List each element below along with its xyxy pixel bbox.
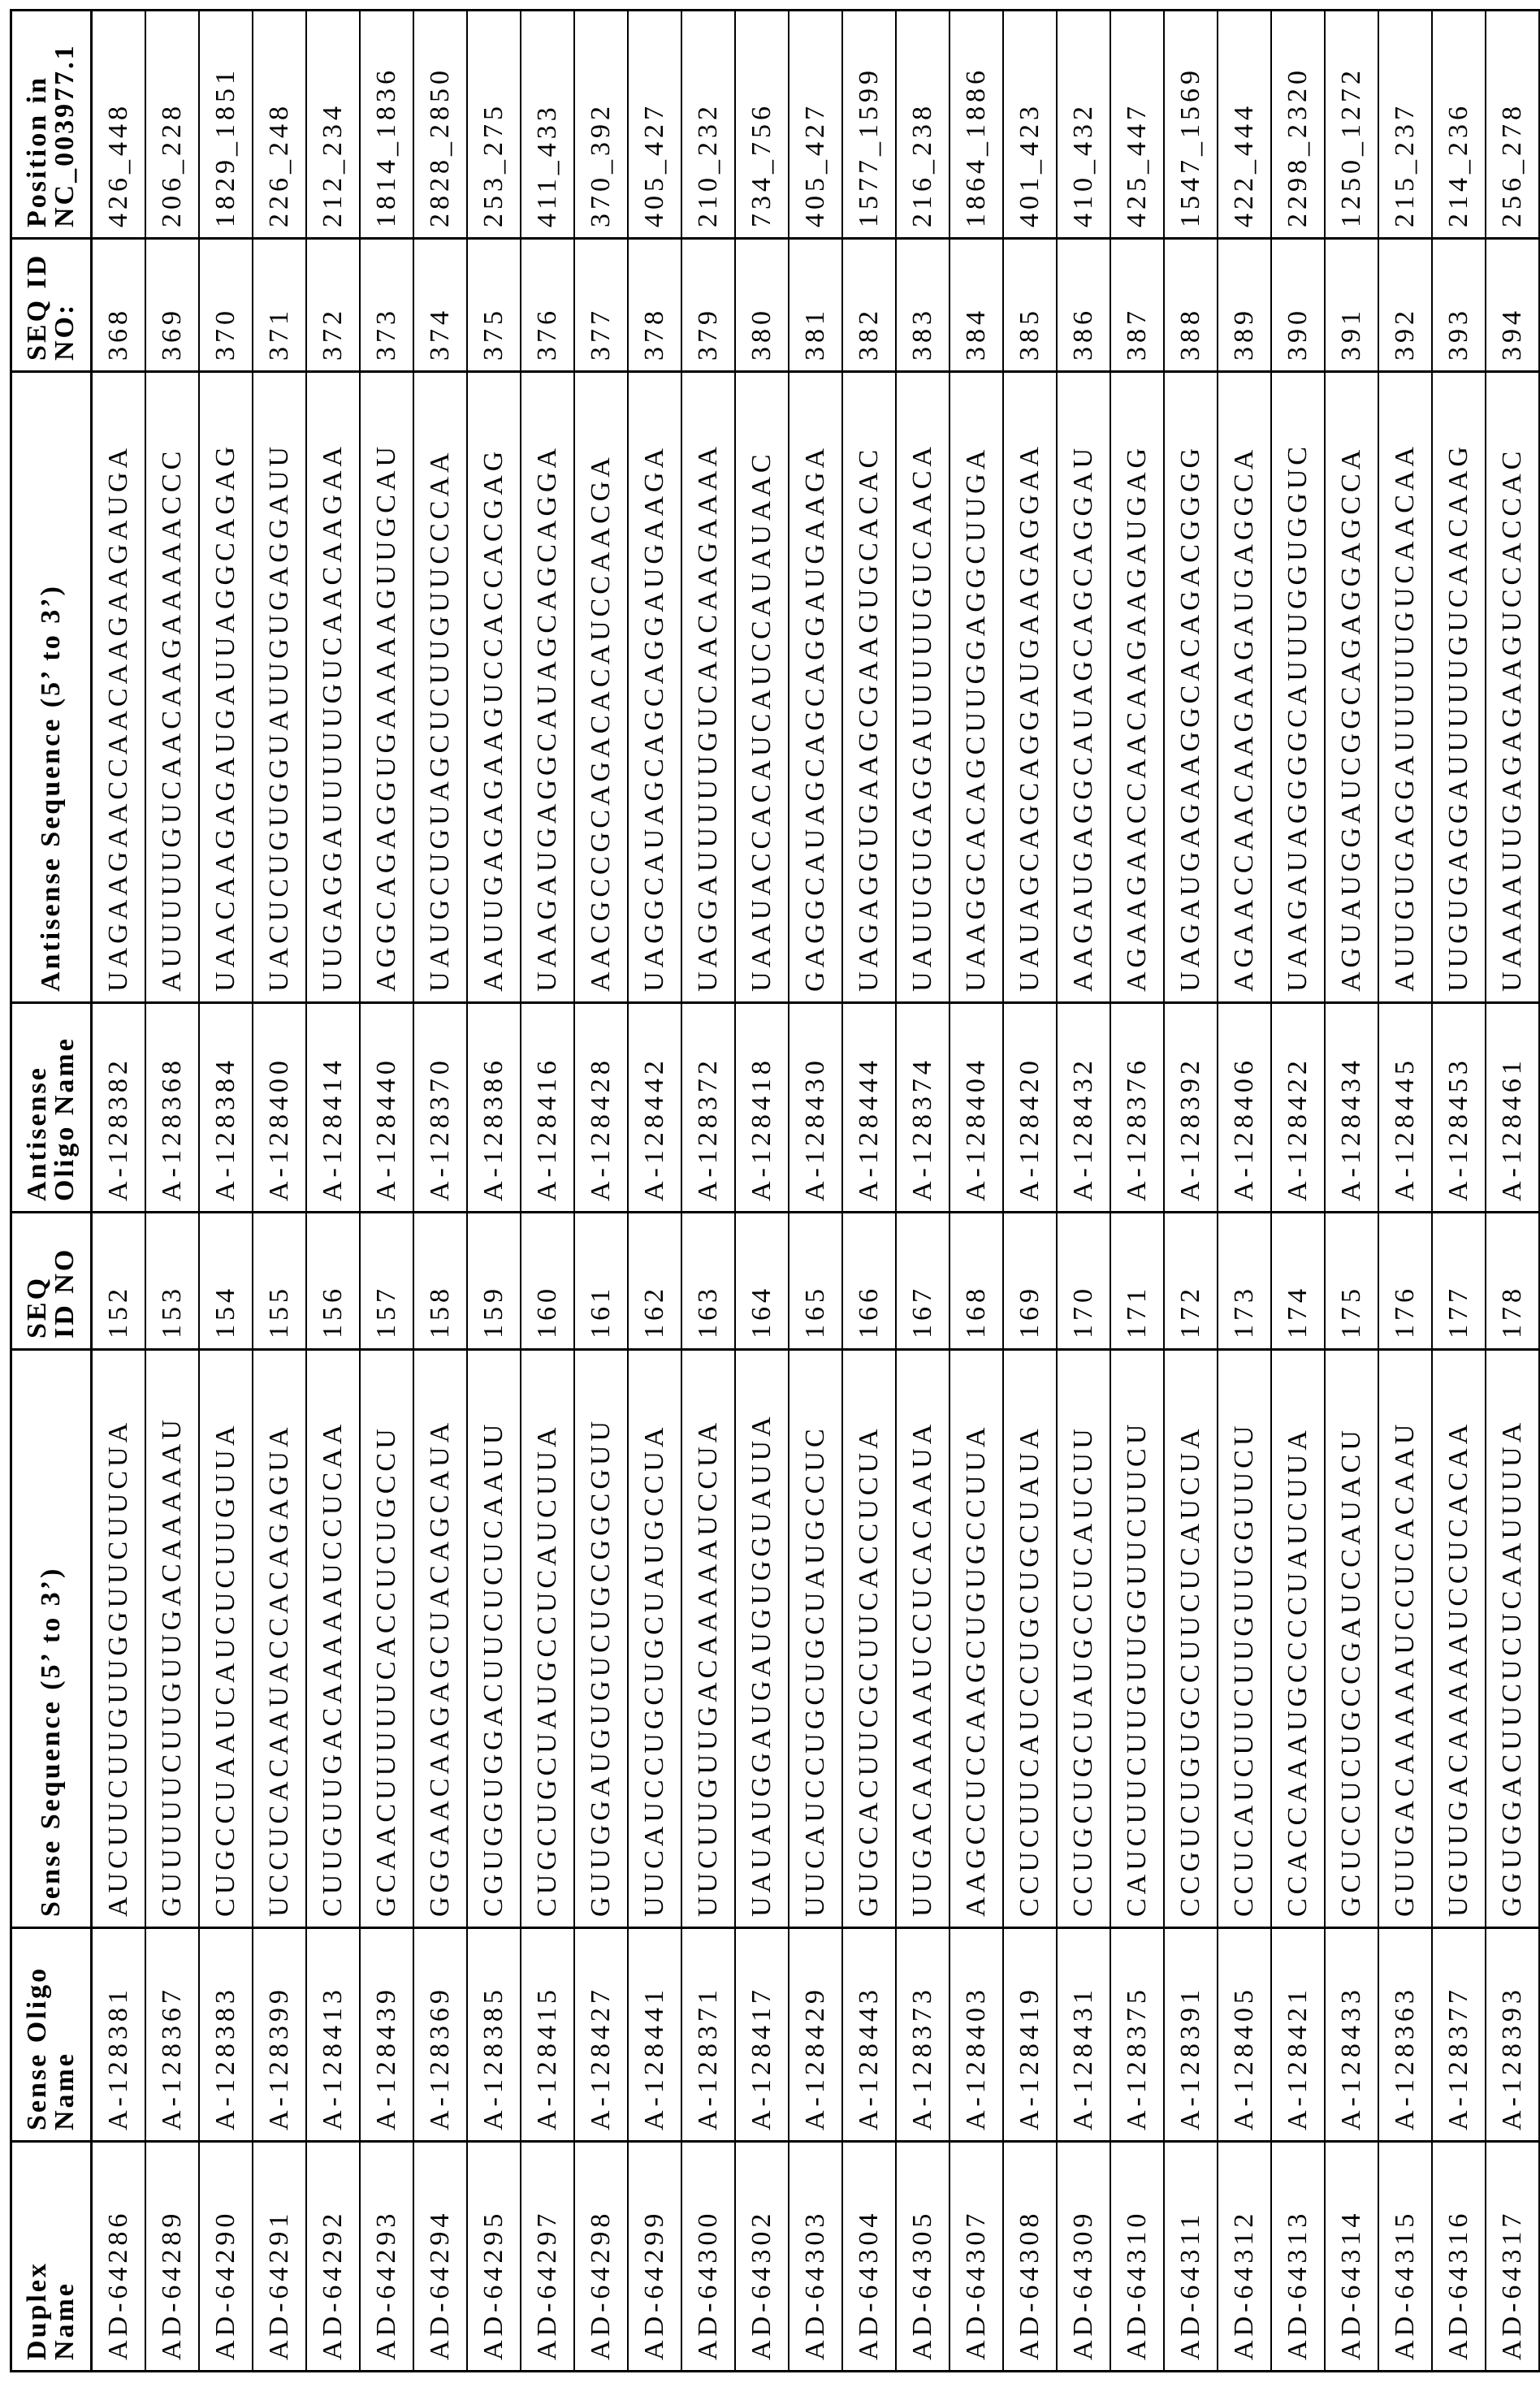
- cell-antisense-oligo-name: A-128400: [253, 1003, 306, 1213]
- cell-duplex-name: AD-64308: [1003, 2142, 1057, 2372]
- cell-antisense-oligo-name: A-128392: [1164, 1003, 1218, 1213]
- cell-antisense-oligo-name: A-128434: [1325, 1003, 1378, 1213]
- cell-sense-oligo-name: A-128391: [1164, 1928, 1218, 2142]
- cell-sense-oligo-name: A-128403: [950, 1928, 1003, 2142]
- cell-antisense-seq-id: 369: [145, 239, 199, 372]
- cell-sense-oligo-name: A-128431: [1057, 1928, 1110, 2142]
- cell-sense-sequence: CCUCAUCUUCUUGUUGGUUCU: [1218, 1350, 1271, 1928]
- cell-sense-seq-id: 160: [521, 1213, 574, 1350]
- cell-antisense-sequence: UAUAGCAGCAGGAUGAAGAGGAA: [1003, 372, 1057, 1003]
- cell-duplex-name: AD-64310: [1110, 2142, 1164, 2372]
- table-row: [574, 11, 628, 2372]
- cell-sense-oligo-name: A-128427: [574, 1928, 628, 2142]
- cell-antisense-sequence: AGGCAGAGGUGAAAAAGUUGCAU: [360, 372, 413, 1003]
- table-row: [145, 11, 199, 2372]
- cell-antisense-sequence: AUUUUUGUCAACAAGAAAAACCC: [145, 372, 199, 1003]
- cell-sense-sequence: UCCUCACAAUACCACAGAGUA: [253, 1350, 306, 1928]
- cell-sense-sequence: GGUGGACUUCUCUCAAUUUUA: [1486, 1350, 1539, 1928]
- cell-antisense-seq-id: 377: [574, 239, 628, 372]
- cell-antisense-sequence: UAAAAUUGAGAGAAGUCCACCAC: [1486, 372, 1539, 1003]
- cell-antisense-oligo-name: A-128368: [145, 1003, 199, 1213]
- cell-sense-sequence: GUUGACAAAAAUCCUCACAAU: [1378, 1350, 1432, 1928]
- cell-sense-seq-id: 166: [842, 1213, 896, 1350]
- cell-sense-seq-id: 153: [145, 1213, 199, 1350]
- cell-position: 1829_1851: [199, 11, 253, 239]
- cell-position: 215_237: [1378, 11, 1432, 239]
- table-row: [1003, 11, 1057, 2372]
- cell-antisense-sequence: UAGAAGAACCAACAAGAAGAUGA: [92, 372, 146, 1003]
- table-row: [253, 11, 306, 2372]
- cell-antisense-oligo-name: A-128440: [360, 1003, 413, 1213]
- rotated-table-page: [10, 11, 1511, 2372]
- cell-sense-oligo-name: A-128439: [360, 1928, 413, 2142]
- cell-sense-oligo-name: A-128415: [521, 1928, 574, 2142]
- cell-antisense-seq-id: 372: [306, 239, 360, 372]
- cell-sense-seq-id: 175: [1325, 1213, 1378, 1350]
- header-line: Antisense Sequence (5’ to 3’): [37, 373, 65, 992]
- cell-antisense-sequence: UAAGGCACAGCUUGGAGGCUUGA: [950, 372, 1003, 1003]
- cell-position: 2828_2850: [413, 11, 467, 239]
- duplex-sequence-table: [10, 9, 1540, 2372]
- cell-antisense-sequence: AGUAUGGAUCGGCAGAGGAGCCA: [1325, 372, 1378, 1003]
- table-row: [1432, 11, 1486, 2372]
- cell-sense-seq-id: 168: [950, 1213, 1003, 1350]
- cell-antisense-sequence: AGAAGAACCAACAAGAAGAUGAG: [1110, 372, 1164, 1003]
- cell-sense-seq-id: 162: [628, 1213, 681, 1350]
- cell-position: 422_444: [1218, 11, 1271, 239]
- table-row: [1325, 11, 1378, 2372]
- cell-sense-sequence: CUGCUGCUAUGCCUCAUCUUA: [521, 1350, 574, 1928]
- cell-position: 1864_1886: [950, 11, 1003, 239]
- cell-sense-seq-id: 154: [199, 1213, 253, 1350]
- cell-sense-oligo-name: A-128373: [896, 1928, 950, 2142]
- cell-sense-seq-id: 157: [360, 1213, 413, 1350]
- table-row: [896, 11, 950, 2372]
- cell-sense-seq-id: 174: [1271, 1213, 1325, 1350]
- cell-antisense-sequence: AAGAUGAGGCAUAGCAGCAGGAU: [1057, 372, 1110, 1003]
- cell-sense-sequence: GCUCCUCUGCCGAUCCAUACU: [1325, 1350, 1378, 1928]
- header-antisense-oligo-name: [11, 1003, 92, 1213]
- cell-antisense-oligo-name: A-128370: [413, 1003, 467, 1213]
- cell-position: 370_392: [574, 11, 628, 239]
- header-line: Name: [51, 2143, 79, 2360]
- cell-sense-oligo-name: A-128419: [1003, 1928, 1057, 2142]
- cell-sense-sequence: GUUUUUCUUGUUGACAAAAAU: [145, 1350, 199, 1928]
- cell-sense-oligo-name: A-128399: [253, 1928, 306, 2142]
- header-line: Duplex: [24, 2143, 51, 2360]
- cell-duplex-name: AD-64316: [1432, 2142, 1486, 2372]
- header-antisense-seq-id: [11, 239, 92, 372]
- cell-antisense-oligo-name: A-128416: [521, 1003, 574, 1213]
- cell-sense-oligo-name: A-128429: [789, 1928, 842, 2142]
- cell-sense-seq-id: 170: [1057, 1213, 1110, 1350]
- cell-sense-sequence: CCGUCUGUGCCUUCUCAUCUA: [1164, 1350, 1218, 1928]
- header-line: NO:: [51, 240, 79, 361]
- cell-sense-seq-id: 167: [896, 1213, 950, 1350]
- cell-sense-oligo-name: A-128413: [306, 1928, 360, 2142]
- header-line: NC_003977.1: [51, 11, 79, 227]
- cell-antisense-oligo-name: A-128422: [1271, 1003, 1325, 1213]
- cell-duplex-name: AD-64317: [1486, 2142, 1539, 2372]
- cell-sense-seq-id: 172: [1164, 1213, 1218, 1350]
- table-row: [735, 11, 789, 2372]
- cell-position: 1814_1836: [360, 11, 413, 239]
- cell-sense-seq-id: 158: [413, 1213, 467, 1350]
- table-row: [1057, 11, 1110, 2372]
- cell-position: 256_278: [1486, 11, 1539, 239]
- cell-sense-sequence: AAGCCUCCAAGCUGUGCCUUA: [950, 1350, 1003, 1928]
- header-line: ID NO: [51, 1213, 79, 1339]
- cell-position: 2298_2320: [1271, 11, 1325, 239]
- cell-sense-oligo-name: A-128369: [413, 1928, 467, 2142]
- cell-antisense-oligo-name: A-128428: [574, 1003, 628, 1213]
- cell-sense-seq-id: 161: [574, 1213, 628, 1350]
- cell-duplex-name: AD-64303: [789, 2142, 842, 2372]
- header-line: Position in: [24, 11, 51, 227]
- table-row: [628, 11, 681, 2372]
- cell-antisense-sequence: UAGGCAUAGCAGCAGGAUGAAGA: [628, 372, 681, 1003]
- cell-antisense-oligo-name: A-128432: [1057, 1003, 1110, 1213]
- cell-antisense-seq-id: 393: [1432, 239, 1486, 372]
- cell-sense-sequence: CAUCUUCUUGUUGGUUCUUCU: [1110, 1350, 1164, 1928]
- cell-sense-seq-id: 164: [735, 1213, 789, 1350]
- cell-duplex-name: AD-64311: [1164, 2142, 1218, 2372]
- cell-sense-sequence: CCACCAAAUGCCCCUAUCUUA: [1271, 1350, 1325, 1928]
- cell-antisense-seq-id: 394: [1486, 239, 1539, 372]
- cell-sense-seq-id: 178: [1486, 1213, 1539, 1350]
- header-line: SEQ: [24, 1213, 51, 1339]
- cell-duplex-name: AD-64294: [413, 2142, 467, 2372]
- cell-antisense-oligo-name: A-128382: [92, 1003, 146, 1213]
- cell-position: 411_433: [521, 11, 574, 239]
- cell-sense-sequence: UUCUUGUUGACAAAAAUCCUA: [681, 1350, 735, 1928]
- cell-sense-sequence: UUGACAAAAAUCCUCACAAUA: [896, 1350, 950, 1928]
- cell-antisense-seq-id: 381: [789, 239, 842, 372]
- table-row: [1218, 11, 1271, 2372]
- cell-duplex-name: AD-64309: [1057, 2142, 1110, 2372]
- cell-antisense-sequence: GAGGCAUAGCAGCAGGAUGAAGA: [789, 372, 842, 1003]
- cell-antisense-seq-id: 368: [92, 239, 146, 372]
- cell-antisense-seq-id: 380: [735, 239, 789, 372]
- cell-antisense-oligo-name: A-128453: [1432, 1003, 1486, 1213]
- cell-antisense-sequence: UAGAUGAGAAGGCACAGACGGGG: [1164, 372, 1218, 1003]
- cell-duplex-name: AD-64304: [842, 2142, 896, 2372]
- cell-duplex-name: AD-64292: [306, 2142, 360, 2372]
- cell-sense-seq-id: 173: [1218, 1213, 1271, 1350]
- cell-antisense-seq-id: 382: [842, 239, 896, 372]
- table-row: [467, 11, 521, 2372]
- cell-sense-sequence: UUCAUCCUGCUGCUAUGCCUA: [628, 1350, 681, 1928]
- cell-antisense-seq-id: 371: [253, 239, 306, 372]
- cell-duplex-name: AD-64315: [1378, 2142, 1432, 2372]
- cell-antisense-oligo-name: A-128406: [1218, 1003, 1271, 1213]
- cell-antisense-seq-id: 388: [1164, 239, 1218, 372]
- cell-sense-oligo-name: A-128441: [628, 1928, 681, 2142]
- cell-duplex-name: AD-64314: [1325, 2142, 1378, 2372]
- cell-position: 425_447: [1110, 11, 1164, 239]
- cell-antisense-sequence: AUUGUGAGGAUUUUUGUCAACAA: [1378, 372, 1432, 1003]
- header-sense-oligo-name: [11, 1928, 92, 2142]
- cell-sense-sequence: GGGAACAAGAGCUACAGCAUA: [413, 1350, 467, 1928]
- cell-antisense-seq-id: 389: [1218, 239, 1271, 372]
- table-row: [681, 11, 735, 2372]
- cell-duplex-name: AD-64298: [574, 2142, 628, 2372]
- cell-antisense-sequence: UAGGAUUUUUGUCAACAAGAAAA: [681, 372, 735, 1003]
- cell-position: 401_423: [1003, 11, 1057, 239]
- cell-duplex-name: AD-64302: [735, 2142, 789, 2372]
- cell-antisense-oligo-name: A-128372: [681, 1003, 735, 1213]
- cell-antisense-seq-id: 379: [681, 239, 735, 372]
- cell-position: 253_275: [467, 11, 521, 239]
- cell-duplex-name: AD-64289: [145, 2142, 199, 2372]
- cell-position: 226_248: [253, 11, 306, 239]
- cell-antisense-seq-id: 376: [521, 239, 574, 372]
- cell-antisense-sequence: UUGAGGAUUUUUGUCAACAAGAA: [306, 372, 360, 1003]
- cell-position: 410_432: [1057, 11, 1110, 239]
- cell-sense-sequence: CCUGCUGCUAUGCCUCAUCUU: [1057, 1350, 1110, 1928]
- cell-sense-seq-id: 177: [1432, 1213, 1486, 1350]
- cell-antisense-seq-id: 392: [1378, 239, 1432, 372]
- cell-sense-seq-id: 155: [253, 1213, 306, 1350]
- cell-position: 426_448: [92, 11, 146, 239]
- cell-sense-oligo-name: A-128375: [1110, 1928, 1164, 2142]
- cell-antisense-oligo-name: A-128418: [735, 1003, 789, 1213]
- cell-duplex-name: AD-64295: [467, 2142, 521, 2372]
- cell-position: 405_427: [789, 11, 842, 239]
- cell-antisense-oligo-name: A-128376: [1110, 1003, 1164, 1213]
- cell-antisense-seq-id: 387: [1110, 239, 1164, 372]
- cell-position: 734_756: [735, 11, 789, 239]
- cell-position: 210_232: [681, 11, 735, 239]
- cell-position: 1577_1599: [842, 11, 896, 239]
- cell-duplex-name: AD-64291: [253, 2142, 306, 2372]
- cell-antisense-sequence: AGAACCAACAAGAAGAUGAGGCA: [1218, 372, 1271, 1003]
- cell-sense-oligo-name: A-128433: [1325, 1928, 1378, 2142]
- cell-sense-seq-id: 171: [1110, 1213, 1164, 1350]
- cell-antisense-seq-id: 370: [199, 239, 253, 372]
- cell-antisense-sequence: AAUUGAGAGAAGUCCACCACGAG: [467, 372, 521, 1003]
- table-row: [789, 11, 842, 2372]
- cell-antisense-oligo-name: A-128444: [842, 1003, 896, 1213]
- cell-position: 1547_1569: [1164, 11, 1218, 239]
- cell-duplex-name: AD-64286: [92, 2142, 146, 2372]
- cell-antisense-seq-id: 374: [413, 239, 467, 372]
- cell-antisense-sequence: AACGCCGCAGACACAUCCAACGA: [574, 372, 628, 1003]
- header-line: SEQ ID: [24, 240, 51, 361]
- table-row: [1486, 11, 1539, 2372]
- cell-antisense-oligo-name: A-128414: [306, 1003, 360, 1213]
- cell-duplex-name: AD-64305: [896, 2142, 950, 2372]
- header-line: Sense Sequence (5’ to 3’): [37, 1351, 65, 1917]
- cell-position: 405_427: [628, 11, 681, 239]
- cell-antisense-seq-id: 386: [1057, 239, 1110, 372]
- cell-sense-oligo-name: A-128385: [467, 1928, 521, 2142]
- cell-antisense-oligo-name: A-128442: [628, 1003, 681, 1213]
- cell-position: 1250_1272: [1325, 11, 1378, 239]
- cell-duplex-name: AD-64307: [950, 2142, 1003, 2372]
- cell-antisense-sequence: UAUUGUGAGGAUUUUUGUCAACA: [896, 372, 950, 1003]
- cell-position: 216_238: [896, 11, 950, 239]
- cell-sense-sequence: UAUAUGGAUGAUGUGGUAUUA: [735, 1350, 789, 1928]
- table-row: [521, 11, 574, 2372]
- cell-antisense-seq-id: 391: [1325, 239, 1378, 372]
- cell-antisense-oligo-name: A-128404: [950, 1003, 1003, 1213]
- table-row: [306, 11, 360, 2372]
- cell-antisense-sequence: UAAGAUGAGGCAUAGCAGCAGGA: [521, 372, 574, 1003]
- table-row: [842, 11, 896, 2372]
- cell-duplex-name: AD-64300: [681, 2142, 735, 2372]
- cell-antisense-seq-id: 375: [467, 239, 521, 372]
- cell-antisense-seq-id: 373: [360, 239, 413, 372]
- cell-sense-sequence: UGUUGACAAAAAUCCUCACAA: [1432, 1350, 1486, 1928]
- header-duplex-name: [11, 2142, 92, 2372]
- cell-antisense-sequence: UAUGCUGUAGCUCUUGUUCCCAA: [413, 372, 467, 1003]
- cell-antisense-seq-id: 390: [1271, 239, 1325, 372]
- cell-antisense-seq-id: 384: [950, 239, 1003, 372]
- cell-sense-sequence: CUGCCUAAUCAUCUCUUGUUA: [199, 1350, 253, 1928]
- cell-sense-seq-id: 165: [789, 1213, 842, 1350]
- header-row: [11, 11, 92, 2372]
- header-line: Sense Oligo: [24, 1929, 51, 2130]
- cell-sense-oligo-name: A-128421: [1271, 1928, 1325, 2142]
- cell-duplex-name: AD-64293: [360, 2142, 413, 2372]
- table-row: [1378, 11, 1432, 2372]
- table-row: [950, 11, 1003, 2372]
- cell-sense-seq-id: 169: [1003, 1213, 1057, 1350]
- table-row: [1110, 11, 1164, 2372]
- cell-sense-oligo-name: A-128383: [199, 1928, 253, 2142]
- cell-antisense-sequence: UACUCUGUGGUAUUGUGAGGAUU: [253, 372, 306, 1003]
- cell-sense-oligo-name: A-128367: [145, 1928, 199, 2142]
- cell-position: 212_234: [306, 11, 360, 239]
- cell-sense-sequence: CGUGGUGGACUUCUCUCAAUU: [467, 1350, 521, 1928]
- cell-sense-seq-id: 176: [1378, 1213, 1432, 1350]
- cell-position: 206_228: [145, 11, 199, 239]
- cell-duplex-name: AD-64297: [521, 2142, 574, 2372]
- cell-sense-seq-id: 163: [681, 1213, 735, 1350]
- cell-antisense-sequence: UAGAGGUGAAGCGAAGUGCACAC: [842, 372, 896, 1003]
- cell-duplex-name: AD-64299: [628, 2142, 681, 2372]
- header-line: Oligo Name: [51, 1004, 79, 1201]
- table-row: [413, 11, 467, 2372]
- cell-sense-seq-id: 159: [467, 1213, 521, 1350]
- cell-antisense-oligo-name: A-128420: [1003, 1003, 1057, 1213]
- cell-duplex-name: AD-64313: [1271, 2142, 1325, 2372]
- cell-antisense-oligo-name: A-128430: [789, 1003, 842, 1213]
- cell-antisense-seq-id: 378: [628, 239, 681, 372]
- cell-antisense-sequence: UUGUGAGGAUUUUUGUCAACAAG: [1432, 372, 1486, 1003]
- cell-sense-seq-id: 156: [306, 1213, 360, 1350]
- cell-antisense-oligo-name: A-128461: [1486, 1003, 1539, 1213]
- cell-antisense-sequence: UAACAAGAGAUGAUUAGGCAGAG: [199, 372, 253, 1003]
- cell-sense-oligo-name: A-128377: [1432, 1928, 1486, 2142]
- cell-antisense-oligo-name: A-128374: [896, 1003, 950, 1213]
- header-sense-seq-id: [11, 1213, 92, 1350]
- cell-antisense-oligo-name: A-128445: [1378, 1003, 1432, 1213]
- table-row: [1164, 11, 1218, 2372]
- header-antisense-sequence: [11, 372, 92, 1003]
- header-line: Antisense: [24, 1004, 51, 1201]
- cell-sense-oligo-name: A-128393: [1486, 1928, 1539, 2142]
- cell-sense-sequence: AUCUUCUUGUUGGUUCUUCUA: [92, 1350, 146, 1928]
- cell-sense-sequence: CUUGUUGACAAAAAUCCUCAA: [306, 1350, 360, 1928]
- cell-sense-sequence: GUGCACUUCGCUUCACCUCUA: [842, 1350, 896, 1928]
- header-sense-sequence: [11, 1350, 92, 1928]
- cell-antisense-oligo-name: A-128386: [467, 1003, 521, 1213]
- cell-antisense-sequence: UAAGAUAGGGGCAUUUGGUGGUC: [1271, 372, 1325, 1003]
- table-row: [1271, 11, 1325, 2372]
- cell-sense-oligo-name: A-128381: [92, 1928, 146, 2142]
- cell-sense-sequence: UUCAUCCUGCUGCUAUGCCUC: [789, 1350, 842, 1928]
- cell-sense-sequence: GCAACUUUUUCACCUCUGCCU: [360, 1350, 413, 1928]
- cell-sense-oligo-name: A-128443: [842, 1928, 896, 2142]
- cell-antisense-seq-id: 385: [1003, 239, 1057, 372]
- cell-antisense-oligo-name: A-128384: [199, 1003, 253, 1213]
- cell-sense-oligo-name: A-128405: [1218, 1928, 1271, 2142]
- table-row: [360, 11, 413, 2372]
- cell-duplex-name: AD-64290: [199, 2142, 253, 2372]
- table-body: [92, 11, 1540, 2372]
- table-row: [199, 11, 253, 2372]
- cell-sense-seq-id: 152: [92, 1213, 146, 1350]
- cell-antisense-sequence: UAAUACCACAUCAUCCAUAUAAC: [735, 372, 789, 1003]
- cell-sense-oligo-name: A-128417: [735, 1928, 789, 2142]
- cell-sense-sequence: GUUGGAUGUGUCUGCGGCGUU: [574, 1350, 628, 1928]
- header-position: [11, 11, 92, 239]
- cell-antisense-seq-id: 383: [896, 239, 950, 372]
- header-line: Name: [51, 1929, 79, 2130]
- cell-position: 214_236: [1432, 11, 1486, 239]
- cell-sense-sequence: CCUCUUCAUCCUGCUGCUAUA: [1003, 1350, 1057, 1928]
- table-row: [92, 11, 146, 2372]
- cell-duplex-name: AD-64312: [1218, 2142, 1271, 2372]
- cell-sense-oligo-name: A-128371: [681, 1928, 735, 2142]
- cell-sense-oligo-name: A-128363: [1378, 1928, 1432, 2142]
